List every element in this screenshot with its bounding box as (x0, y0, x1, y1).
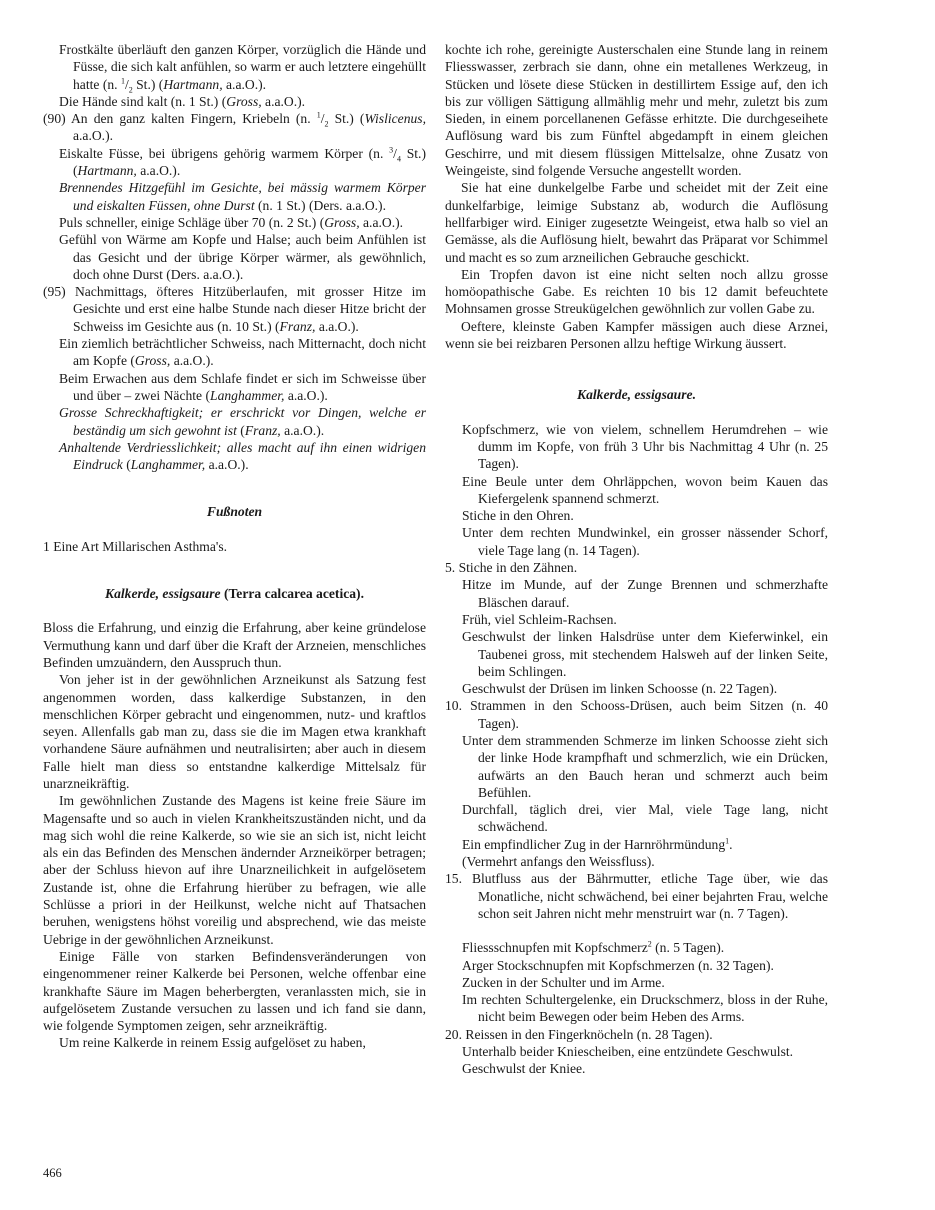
symptom-entry: Anhaltende Verdriesslichkeit; alles macht auf ihn einen widrigen Eindruck (Langhammer, a.a.O.). (59, 439, 426, 473)
symptom-entry: Durchfall, täglich drei, vier Mal, viele Tage lang, nicht schwächend. (462, 802, 828, 835)
body-paragraph: Im gewöhnlichen Zustande des Magens ist keine freie Säure im Magensafte und so auch in vielen Krankheitszuständen nicht, und da mag sich wohl die reine Kalkerde, so wie sie an sich ist, nicht leicht als ein das Befinden des Menschen ändernder Arzneikörper betragen; aber der Schluss hievon auf ihre Unarzneilichkeit in aufgelösetem Zustande ist, ohne die Erfahrung hierüber zu befragen, wie alle Schlüsse a priori in der Heilkunst, welche nicht auf Thatsachen beruhen, wenigstens höhst voreilig und absprechend, wie das meiste Uebrige in der gewöhnlichen Arzneikunst. (43, 793, 426, 947)
symptom-entry: Ein ziemlich beträchtlicher Schweiss, nach Mitternacht, doch nicht am Kopfe (Gross, a.a.O.). (59, 336, 426, 369)
body-paragraph: Von jeher ist in der gewöhnlichen Arzneikunst als Satzung fest angenommen worden, dass kalkerdige Substanzen, in den menschlichen Körper gebracht und eingenommen, nutz- und kraftlos seyen. Allenfalls gab man zu, dass sie die im Magen etwa krankhaft vorhandene Säure aufnähmen und neutralisirten; aber auch in diesem Falle hielt man diess so entstandne kalkerdige Mittelsalz für unarzneikräftig. (43, 672, 426, 791)
symptom-entry: Unterhalb beider Kniescheiben, eine entzündete Geschwulst. (462, 1044, 794, 1060)
symptom-entry: Geschwulst der linken Halsdrüse unter dem Kieferwinkel, ein Taubenei gross, mit stechendem Halsweh auf der linken Seite, beim Schlingen. (462, 629, 828, 679)
symptom-entry: Geschwulst der Drüsen im linken Schoosse (n. 22 Tagen). (462, 681, 778, 697)
symptom-entry: Puls schneller, einige Schläge über 70 (n. 2 St.) (Gross, a.a.O.). (59, 214, 404, 230)
symptom-entry: 15. Blutfluss aus der Bährmutter, etliche Tage über, wie das Monatliche, nicht schwächend, bei einer bejahrten Frau, welche schon seit Jahren nicht mehr menstruirt war (n. 7 Tagen). (445, 871, 828, 921)
body-paragraph: kochte ich rohe, gereinigte Austerschalen eine Stunde lang in reinem Fliesswasser, zerbrach sie dann, ohne ein metallenes Werkzeug, in Stücken und lösete diese Stücken in destillirtem Essige auf, den ich bis zur völligen Sättigung allmählig mehr und mehr, zuletzt bis zum Sieden, in einem porcellanenen Gefässe erhitzte. Die durchgeseihete Auflösung ward bis zum Fünftel abgedampft in einem gleichen Geschirre, und mit diesem flüssigen Mittelsalze, ohne Zusatz von Weingeiste, sind folgende Versuche angestellt worden. (445, 42, 828, 179)
symptom-entry: Grosse Schreckhaftigkeit; er erschrickt vor Dingen, welche er beständig um sich gewohnt ist (Franz, a.a.O.). (59, 405, 426, 438)
body-paragraph: Oeftere, kleinste Gaben Kampfer mässigen auch diese Arznei, wenn sie bei reizbaren Personen allzu heftige Wirkung äussert. (445, 318, 828, 352)
symptom-entry: Hitze im Munde, auf der Zunge Brennen und schmerzhafte Bläschen darauf. (462, 577, 828, 610)
symptom-entry: Im rechten Schultergelenke, ein Druckschmerz, bloss in der Ruhe, nicht beim Bewegen oder beim Heben des Arms. (462, 992, 828, 1025)
body-paragraph: Bloss die Erfahrung, und einzig die Erfahrung, aber keine gründelose Vermuthung kann und darf über die Kraft der Arzneien, menschliches Befinden umzuändern, den Ausspruch thun. (43, 620, 426, 670)
symptom-entry: Geschwulst der Kniee. (462, 1061, 586, 1077)
page-number: 466 (43, 1166, 62, 1180)
symptom-entry: Unter dem strammenden Schmerze im linken Schoosse zieht sich der linke Hode krampfhaft und schmerzlich, wie ein Drücken, aufwärts an den Bauch heran und schmerzt auch beim Befühlen. (462, 732, 828, 800)
symptom-entry: Die Hände sind kalt (n. 1 St.) (Gross, a.a.O.). (59, 93, 306, 109)
symptom-entry: Zucken in der Schulter und im Arme. (462, 974, 665, 990)
symptom-entry: Fliessschnupfen mit Kopfschmerz$^2$ (n. 5 Tagen). (462, 939, 725, 956)
footnote: 1 Eine Art Millarischen Asthma's. (43, 538, 228, 554)
body-paragraph: Einige Fälle von starken Befindensveränderungen von eingenommener reiner Kalkerde bei Personen, welche offenbar eine krankhafte Säure im Magen beherbergten, veranlassten mich, sie in aufgelösetem Zustande versuchen zu lassen und ich fand sie dann, wie folgende Symptomen zeigen, sehr arzneikräftig. (43, 948, 426, 1034)
symptom-entry: Unter dem rechten Mundwinkel, ein grosser nässender Schorf, viele Tage lang (n. 14 Tagen). (462, 525, 828, 558)
symptom-entry: Stiche in den Ohren. (462, 508, 574, 524)
symptom-entry: (95) Nachmittags, öfteres Hitzüberlaufen, mit grosser Hitze im Gesichte und erst eine halbe Stunde nach dieser Hitze bricht der Schweiss im Gesichte aus (n. 10 St.) (Franz, a.a.O.). (43, 284, 426, 334)
body-paragraph: Um reine Kalkerde in reinem Essig aufgelöset zu haben, (59, 1035, 366, 1051)
section-heading: Kalkerde, essigsaure (Terra calcarea acetica). (105, 586, 364, 602)
symptom-entry: Beim Erwachen aus dem Schlafe findet er sich im Schweisse über und über – zwei Nächte (Langhammer, a.a.O.). (59, 370, 426, 403)
symptom-entry: Frostkälte überläuft den ganzen Körper, vorzüglich die Hände und Füsse, die sich kalt anfühlen, so warm er auch letztere eingehüllt hatte (n. $^1/_2$ St.) (Hartmann, a.a.O.). (59, 42, 426, 95)
symptom-entry: Eiskalte Füsse, bei übrigens gehörig warmem Körper (n. $^3/_4$ St.) (Hartmann, a.a.O.). (59, 145, 426, 179)
symptom-entry: 20. Reissen in den Fingerknöcheln (n. 28 Tagen). (445, 1026, 713, 1042)
symptom-entry: Brennendes Hitzgefühl im Gesichte, bei mässig warmem Körper und eiskalten Füssen, ohne Durst (n. 1 St.) (Ders. a.a.O.). (59, 180, 426, 213)
symptom-entry: 10. Strammen in den Schooss-Drüsen, auch beim Sitzen (n. 40 Tagen). (445, 698, 828, 731)
symptom-entry: Gefühl von Wärme am Kopfe und Halse; auch beim Anfühlen ist das Gesicht und der übrige Körper wärmer, als gewöhnlich, doch ohne Durst (Ders. a.a.O.). (59, 232, 426, 282)
left-column (43, 41, 426, 1052)
body-paragraph: Sie hat eine dunkelgelbe Farbe und scheidet mit der Zeit eine dunkelfarbige, leimige Substanz ab, wodurch die Auflösung hellfarbiger wird. Einiger zugesetzte Weingeist, etwa halb so viel an Gemässe, als die Auflösung hielt, bewahrt das Präparat vor Schimmel und macht es so zum arzneilichen Gebrauche geschickt. (445, 180, 828, 265)
right-column (445, 41, 828, 1078)
symptom-entry: Ein empfindlicher Zug in der Harnröhrmündung$^1$. (462, 836, 733, 852)
symptoms-heading: Kalkerde, essigsaure. (577, 387, 696, 403)
symptom-entry: (90) An den ganz kalten Fingern, Kriebeln (n. $^1/_2$ St.) (Wislicenus, a.a.O.). (43, 110, 426, 144)
symptom-entry: Früh, viel Schleim-Rachsen. (462, 611, 617, 627)
footnotes-heading: Fußnoten (206, 504, 263, 520)
symptom-entry: 5. Stiche in den Zähnen. (445, 560, 578, 576)
symptom-entry: Eine Beule unter dem Ohrläppchen, wovon beim Kauen das Kiefergelenk spannend schmerzt. (462, 473, 828, 506)
symptom-entry: Arger Stockschnupfen mit Kopfschmerzen (n. 32 Tagen). (462, 957, 774, 973)
body-paragraph: Ein Tropfen davon ist eine nicht selten noch allzu grosse homöopathische Gabe. Es reichten 10 bis 12 damit befeuchtete Mohnsamen grosse Streukügelchen gewöhnlich zur vollen Gabe zu. (445, 266, 828, 317)
symptom-entry: Kopfschmerz, wie von vielem, schnellem Herumdrehen – wie dumm im Kopfe, von früh 3 Uhr bis Nachmittag 4 Uhr (n. 25 Tagen). (462, 421, 828, 472)
symptom-entry: (Vermehrt anfangs den Weissfluss). (462, 854, 655, 870)
